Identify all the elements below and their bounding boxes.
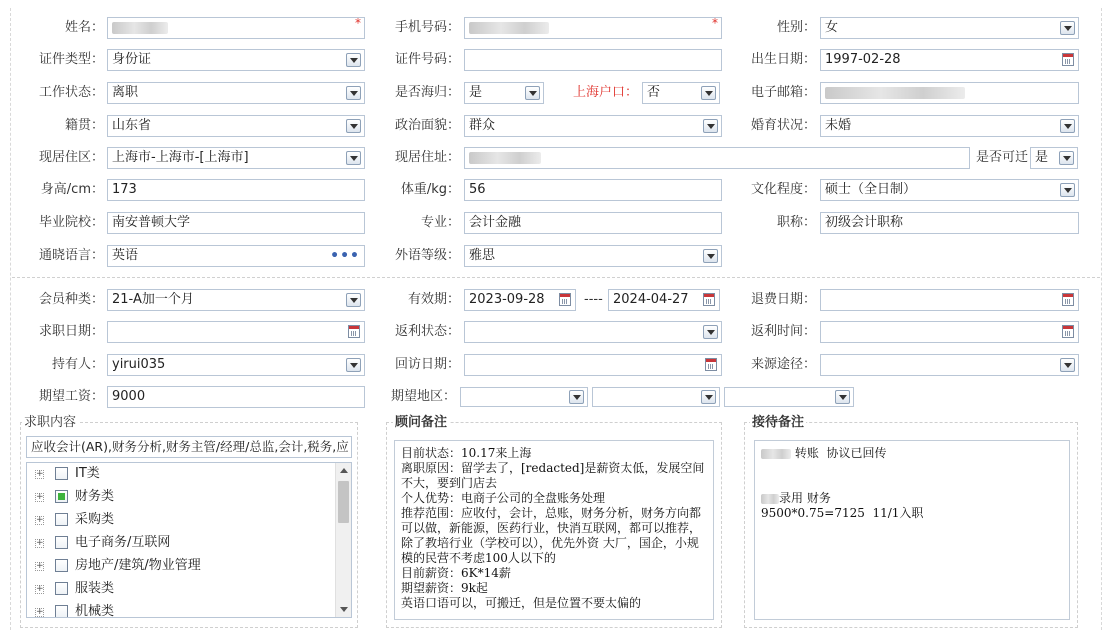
valid-from-field[interactable] [464,289,576,311]
work-status-value: 离职 [112,85,139,100]
advisor-notes-title: 顾问备注 [395,415,448,430]
advisor-note-line: 目前状态：10.17来上海 [401,446,532,460]
calendar-icon[interactable] [703,293,715,306]
tree-item-label: 服装类 [75,581,115,596]
address-field[interactable] [464,147,970,169]
valid-label: 有效期： [407,292,460,307]
calendar-icon[interactable] [1062,53,1074,66]
chevron-down-icon[interactable] [1060,183,1075,197]
refund-date-label: 退费日期： [750,292,816,307]
education-value: 硕士（全日制） [825,182,917,197]
chevron-down-icon[interactable] [1060,21,1075,35]
scroll-thumb[interactable] [338,481,349,523]
returnee-label: 是否海归： [394,85,460,100]
language-field[interactable] [107,245,365,267]
name-field[interactable] [107,17,365,39]
residence-area-value: 上海市-上海市-[上海市] [112,150,249,165]
weight-label: 体重/kg： [400,182,460,197]
region-district-select[interactable] [724,387,854,407]
native-select[interactable] [107,115,365,137]
salary-label: 期望工资： [38,389,104,404]
expand-plus-icon[interactable]: + [36,515,44,525]
hukou-label: 上海户口： [572,85,638,100]
political-value: 群众 [469,118,496,133]
source-select[interactable] [820,354,1079,376]
residence-area-select[interactable] [107,147,365,169]
advisor-note-line: 期望薪资：9k起 [401,581,488,595]
member-type-value: 21-A加一个月 [112,292,194,307]
checkbox-icon[interactable] [55,467,68,480]
redacted-phone [469,22,549,34]
chevron-down-icon[interactable] [346,119,361,133]
major-value: 会计金融 [469,215,522,230]
region-label: 期望地区： [390,389,456,404]
chevron-down-icon[interactable] [703,249,718,263]
weight-value: 56 [469,182,486,197]
calendar-icon[interactable] [559,293,571,306]
job-content-title: 求职内容 [24,415,77,430]
advisor-note-line: 个人优势：电商子公司的全盘账务处理 [401,491,606,505]
valid-from-value: 2023-09-28 [469,292,545,307]
checkbox-icon[interactable] [55,513,68,526]
rebate-status-label: 返利状态： [394,324,460,339]
expand-plus-icon[interactable]: + [36,538,44,548]
advisor-note-line: 英语口语可以，可搬迁，但是位置不要太偏的 [401,596,642,610]
checkbox-icon[interactable] [55,605,68,618]
gender-select[interactable] [820,17,1079,39]
chevron-down-icon[interactable] [525,86,540,100]
calendar-icon[interactable] [1062,293,1074,306]
redacted-text [761,494,779,504]
chevron-down-icon[interactable] [701,390,716,404]
phone-label: 手机号码： [394,20,460,35]
address-label: 现居住址： [394,150,460,165]
education-label: 文化程度： [750,182,816,197]
work-status-label: 工作状态： [38,85,104,100]
redacted-address [469,152,541,164]
email-label: 电子邮箱： [750,85,816,100]
id-type-select[interactable] [107,49,365,71]
relocate-select[interactable] [1030,147,1078,169]
holder-select[interactable] [107,354,365,376]
chevron-down-icon[interactable] [1060,119,1075,133]
education-select[interactable] [820,179,1079,201]
checkbox-icon[interactable] [55,490,68,503]
tree-item-label: 房地产/建筑/物业管理 [75,558,201,573]
phone-field[interactable] [464,17,722,39]
chevron-down-icon[interactable] [703,325,718,339]
visit-date-field[interactable] [464,354,722,376]
chevron-down-icon[interactable] [703,119,718,133]
reception-note-line: 录用 财务 [761,491,1063,506]
tree-item-label: 机械类 [75,604,115,618]
id-number-label: 证件号码： [394,52,460,67]
chevron-down-icon[interactable] [701,86,716,100]
chevron-down-icon[interactable] [346,358,361,372]
relocate-value: 是 [1035,150,1049,165]
required-mark: * [355,17,361,30]
chevron-down-icon[interactable] [1060,358,1075,372]
chevron-down-icon[interactable] [346,151,361,165]
native-label: 籍贯： [64,118,104,133]
lang-level-label: 外语等级： [394,248,460,263]
political-select[interactable] [464,115,722,137]
calendar-icon[interactable] [348,325,360,338]
advisor-note-line: 目前薪资：6K*14薪 [401,566,511,580]
major-field[interactable] [464,212,722,234]
source-label: 来源途径： [750,357,816,372]
region-city-select[interactable] [592,387,720,407]
reception-notes-textarea[interactable] [754,440,1070,620]
salary-value: 9000 [112,389,146,404]
job-date-field[interactable] [107,321,365,343]
political-label: 政治面貌： [394,118,460,133]
rebate-time-label: 返利时间： [750,324,816,339]
expand-plus-icon[interactable]: + [36,607,44,617]
chevron-down-icon[interactable] [835,390,850,404]
work-status-select[interactable] [107,82,365,104]
more-dots-icon[interactable]: ••• [330,248,360,264]
hukou-select[interactable] [642,82,720,104]
valid-to-field[interactable] [608,289,720,311]
job-date-label: 求职日期： [38,324,104,339]
chevron-down-icon[interactable] [346,293,361,307]
chevron-down-icon[interactable] [569,390,584,404]
expand-plus-icon[interactable]: + [36,469,44,479]
birth-value: 1997-02-28 [825,52,901,67]
chevron-down-icon[interactable] [346,53,361,67]
school-field[interactable] [107,212,365,234]
chevron-down-icon[interactable] [1059,151,1074,165]
title-value: 初级会计职称 [825,215,904,230]
redacted-email [825,87,965,99]
major-label: 专业： [420,215,460,230]
job-category-tree[interactable] [26,462,352,618]
weight-field[interactable] [464,179,722,201]
region-province-select[interactable] [460,387,588,407]
gender-value: 女 [825,20,839,35]
scroll-down-icon[interactable] [340,607,348,612]
scroll-up-icon[interactable] [340,468,348,473]
school-value: 南安普顿大学 [112,215,191,230]
redacted-text [761,449,791,459]
height-value: 173 [112,182,137,197]
expand-plus-icon[interactable]: + [36,492,44,502]
redacted-name [112,22,168,34]
reception-note-line: 转账 协议已回传 [761,446,1063,461]
refund-date-field[interactable] [820,289,1079,311]
holder-label: 持有人： [51,357,104,372]
id-type-label: 证件类型： [38,52,104,67]
holder-value: yirui035 [112,357,166,372]
id-number-field[interactable] [464,49,722,71]
reception-notes-title: 接待备注 [752,415,805,430]
tree-item-label: 电子商务/互联网 [75,535,171,550]
advisor-note-line: 离职原因：留学去了，[redacted]是薪资太低，发展空间不大，要到门店去 [401,461,705,490]
tree-scrollbar[interactable] [335,463,351,617]
gender-label: 性别： [776,20,816,35]
rebate-status-select[interactable] [464,321,722,343]
calendar-icon[interactable] [705,358,717,371]
member-type-label: 会员种类： [38,292,104,307]
residence-area-label: 现居住区： [38,150,104,165]
section-divider [12,277,1100,278]
advisor-notes-textarea[interactable] [394,440,714,620]
salary-field[interactable] [107,386,365,408]
relocate-label: 是否可迁 [975,150,1028,165]
email-field[interactable] [820,82,1079,104]
returnee-select[interactable] [464,82,544,104]
valid-separator: ---- [584,292,603,307]
tree-item-label: 财务类 [75,489,115,504]
title-field[interactable] [820,212,1079,234]
language-label: 通晓语言： [38,248,104,263]
lang-level-select[interactable] [464,245,722,267]
member-type-select[interactable] [107,289,365,311]
height-label: 身高/cm： [40,182,104,197]
birth-date-field[interactable] [820,49,1079,71]
required-mark: * [712,17,718,30]
expand-plus-icon[interactable]: + [36,561,44,571]
rebate-time-field[interactable] [820,321,1079,343]
tree-item-label: IT类 [75,466,100,481]
title-label: 职称： [776,215,816,230]
valid-to-value: 2024-04-27 [613,292,689,307]
marital-select[interactable] [820,115,1079,137]
chevron-down-icon[interactable] [346,86,361,100]
hukou-value: 否 [647,85,661,100]
marital-label: 婚育状况： [750,118,816,133]
advisor-note-line: 推荐范围：应收付，会计，总账，财务分析，财务方向都可以做，新能源，医药行业，快消互联网，都可以推荐，除了教培行业（学校可以），优先外资 大厂，国企，小规模的民营不考虑100人以下的 [401,506,702,565]
returnee-value: 是 [469,85,483,100]
checkbox-icon[interactable] [55,559,68,572]
checkbox-icon[interactable] [55,536,68,549]
job-content-summary[interactable]: 应收会计(AR),财务分析,财务主管/经理/总监,会计,税务,应 [26,436,352,458]
school-label: 毕业院校： [38,215,104,230]
birth-label: 出生日期： [750,52,816,67]
visit-date-label: 回访日期： [394,357,460,372]
calendar-icon[interactable] [1062,325,1074,338]
reception-note-line: 9500*0.75=7125 11/1入职 [761,506,924,520]
language-value: 英语 [112,248,139,263]
expand-plus-icon[interactable]: + [36,584,44,594]
name-label: 姓名： [64,20,104,35]
height-field[interactable] [107,179,365,201]
tree-item-label: 采购类 [75,512,115,527]
checkbox-icon[interactable] [55,582,68,595]
lang-level-value: 雅思 [469,248,496,263]
marital-value: 未婚 [825,118,852,133]
native-value: 山东省 [112,118,152,133]
id-type-value: 身份证 [112,52,152,67]
